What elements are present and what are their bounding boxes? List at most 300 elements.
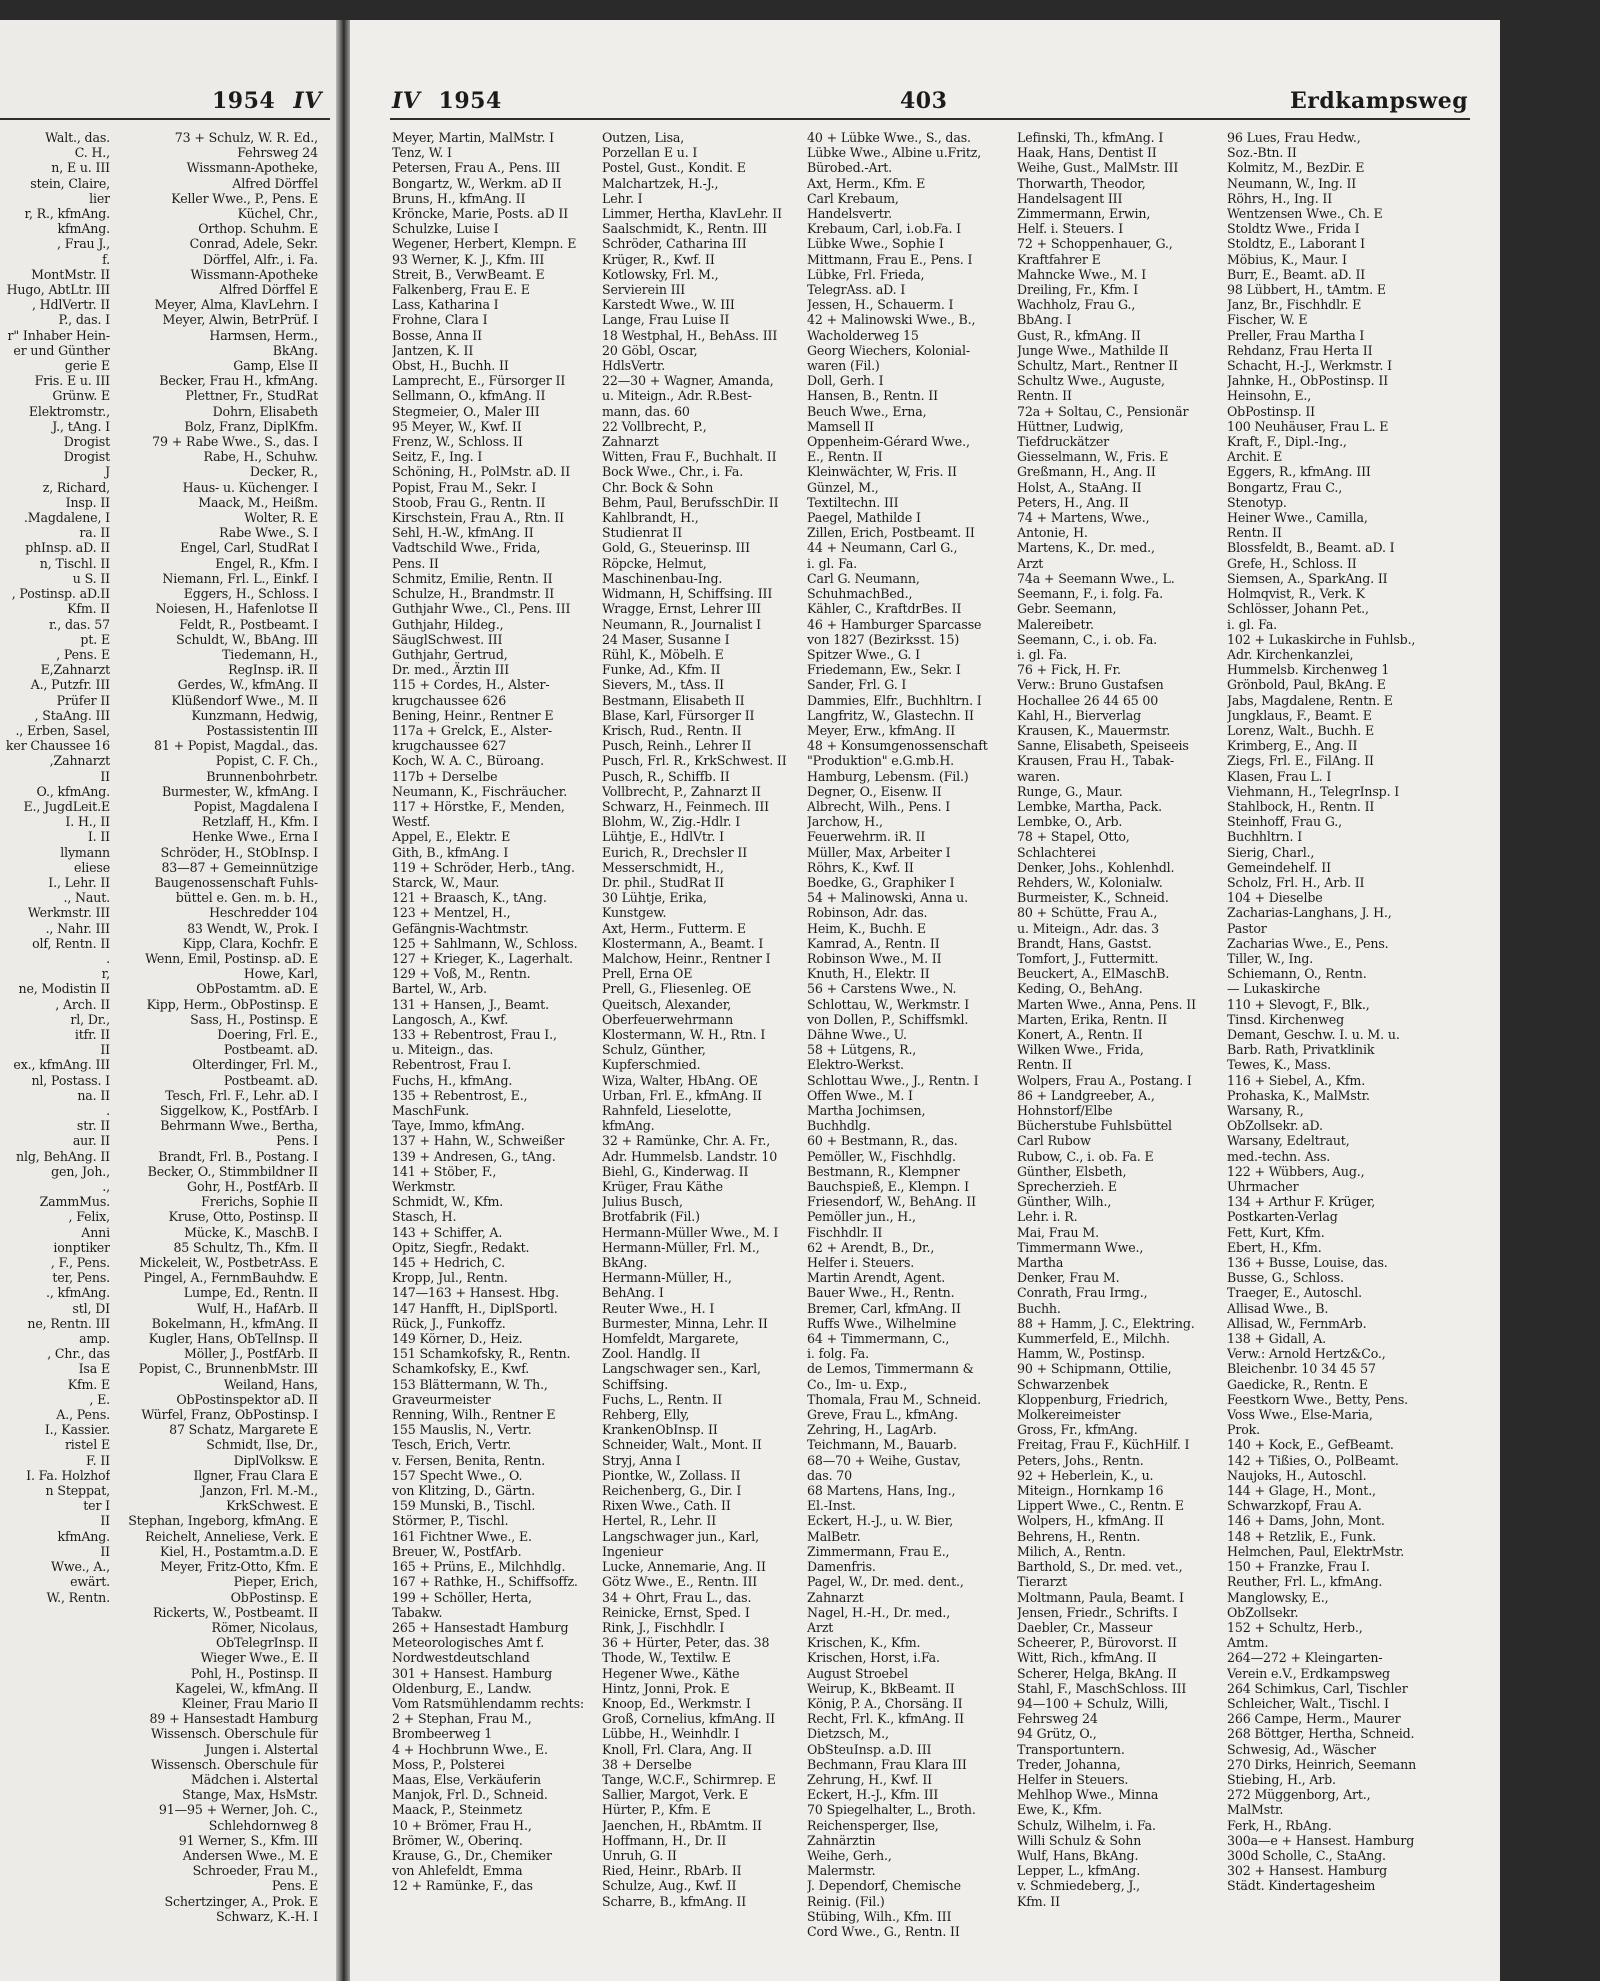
directory-entry: Schwesig, Ad., Wäscher xyxy=(1227,1741,1376,1757)
directory-entry: RegInsp. iR. II xyxy=(228,662,318,678)
directory-entry: 264 Schimkus, Carl, Tischler xyxy=(1227,1680,1408,1696)
directory-entry: ter I xyxy=(83,1498,110,1514)
directory-entry: Barthold, S., Dr. med. vet., xyxy=(1017,1559,1183,1575)
directory-entry: Engel, Carl, StudRat I xyxy=(180,540,318,556)
directory-entry: Klasen, Frau L. I xyxy=(1227,768,1332,784)
directory-entry: J xyxy=(105,464,110,480)
directory-entry: u. Miteign., das. xyxy=(392,1042,494,1058)
directory-entry: Pens. I xyxy=(276,1133,318,1149)
directory-entry: BehAng. I xyxy=(602,1285,664,1301)
directory-entry: Lange, Frau Luise II xyxy=(602,312,730,328)
directory-entry: , Arch. II xyxy=(55,996,110,1012)
directory-entry: Reuther, Frl. L., kfmAng. xyxy=(1227,1574,1383,1590)
directory-entry: Allisad Wwe., B. xyxy=(1227,1300,1329,1316)
directory-entry: Anni xyxy=(81,1224,110,1240)
directory-entry: krugchaussee 627 xyxy=(392,738,507,754)
directory-entry: Römer, Nicolaus, xyxy=(211,1619,318,1635)
directory-entry: Kfm. II xyxy=(1017,1893,1060,1909)
directory-entry: Tewes, K., Mass. xyxy=(1227,1057,1331,1073)
directory-entry: 83—87 + Gemeinnützige xyxy=(161,859,318,875)
directory-entry: Ewe, K., Kfm. xyxy=(1017,1802,1102,1818)
directory-entry: u. Miteign., Adr. das. 3 xyxy=(1017,920,1160,936)
directory-entry: Bolz, Franz, DiplKfm. xyxy=(184,418,318,434)
directory-entry: Urban, Frl. E., kfmAng. II xyxy=(602,1087,762,1103)
directory-entry: Postel, Gust., Kondit. E xyxy=(602,160,746,176)
directory-entry: Eggers, R., kfmAng. III xyxy=(1227,464,1371,480)
directory-entry: , StaAng. III xyxy=(34,707,110,723)
directory-entry: 117a + Grelck, E., Alster- xyxy=(392,722,553,738)
right-page-header-left xyxy=(392,88,502,114)
directory-entry: 90 + Schipmann, Ottilie, xyxy=(1017,1361,1172,1377)
directory-entry: ,Zahnarzt xyxy=(49,753,110,769)
directory-entry: Blossfeldt, B., Beamt. aD. I xyxy=(1227,540,1395,556)
directory-entry: Guthjahr, Gertrud, xyxy=(392,646,508,662)
directory-entry: Seemann, F., i. folg. Fa. xyxy=(1017,586,1164,602)
directory-entry: Popist, Frau M., Sekr. I xyxy=(392,479,537,495)
directory-entry: Feldt, R., Postbeamt. I xyxy=(179,616,318,632)
directory-entry: Grünw. E xyxy=(52,388,110,404)
directory-entry: Pemöller, W., Fischhdlg. xyxy=(807,1148,956,1164)
directory-entry: Fischhdlr. II xyxy=(807,1224,883,1240)
directory-entry: BkAng. xyxy=(602,1255,648,1271)
directory-entry: Neumann, K., Fischräucher. xyxy=(392,783,568,799)
right-header-rule xyxy=(390,118,1470,120)
directory-entry: 72a + Soltau, C., Pensionär xyxy=(1017,403,1189,419)
directory-entry: , Postinsp. aD.II xyxy=(11,586,110,602)
directory-entry: Sellmann, O., kfmAng. II xyxy=(392,388,546,404)
directory-entry: Reichenberg, G., Dir. I xyxy=(602,1483,742,1499)
right-header-year: 1954 xyxy=(438,88,502,114)
directory-entry: 79 + Rabe Wwe., S., das. I xyxy=(152,434,318,450)
directory-entry: Hochallee 26 44 65 00 xyxy=(1017,692,1159,708)
directory-entry: 76 + Fick, H. Fr. xyxy=(1017,662,1121,678)
directory-entry: Ziegs, Frl. E., FilAng. II xyxy=(1227,753,1374,769)
directory-entry: Uhrmacher xyxy=(1227,1179,1299,1195)
directory-entry: Wilken Wwe., Frida, xyxy=(1017,1042,1144,1058)
directory-entry: Röpcke, Helmut, xyxy=(602,555,707,571)
directory-entry: 300d Scholle, C., StaAng. xyxy=(1227,1847,1386,1863)
directory-entry: Holst, A., StaAng. II xyxy=(1017,479,1142,495)
directory-entry: Schöning, H., PolMstr. aD. II xyxy=(392,464,571,480)
directory-entry: Feestkorn Wwe., Betty, Pens. xyxy=(1227,1391,1409,1407)
directory-entry: Walt., das. xyxy=(45,130,110,145)
directory-entry: Krausen, Frau H., Tabak- xyxy=(1017,753,1175,769)
directory-entry: Adr. Hummelsb. Landstr. 10 xyxy=(602,1148,778,1164)
directory-entry: Helfer i. Steuers. xyxy=(807,1255,915,1271)
directory-entry: 264—272 + Kleingarten- xyxy=(1227,1650,1383,1666)
directory-entry: Maschinenbau-Ing. xyxy=(602,570,723,586)
directory-entry: Dr. phil., StudRat II xyxy=(602,874,724,890)
right-column-5 xyxy=(1227,130,1432,1894)
directory-entry: i. gl. Fa. xyxy=(1017,646,1068,662)
directory-entry: Rink, J., Fischhdlr. I xyxy=(602,1619,725,1635)
right-column-4 xyxy=(1017,130,1217,1909)
directory-entry: Dähne Wwe., U. xyxy=(807,1026,907,1042)
directory-entry: Schröder, Catharina III xyxy=(602,236,747,252)
directory-entry: Rixen Wwe., Cath. II xyxy=(602,1498,731,1514)
directory-entry: Sehl, H.-W., kfmAng. II xyxy=(392,525,534,541)
directory-entry: Zacharias Wwe., E., Pens. xyxy=(1227,935,1389,951)
directory-entry: Jabs, Magdalene, Rentn. E xyxy=(1227,692,1393,708)
directory-entry: Bening, Heinr., Rentner E xyxy=(392,707,554,723)
directory-entry: Doll, Gerh. I xyxy=(807,373,884,389)
directory-entry: Schmitz, Emilie, Rentn. II xyxy=(392,570,553,586)
directory-entry: E., Rentn. II xyxy=(807,449,883,465)
directory-entry: 92 + Heberlein, K., u. xyxy=(1017,1467,1154,1483)
directory-entry: Weihe, Gust., MalMstr. III xyxy=(1017,160,1179,176)
directory-entry: Burmester, W., kfmAng. I xyxy=(161,783,318,799)
directory-entry: Jungklaus, F., Beamt. E xyxy=(1227,707,1372,723)
left-column-b xyxy=(118,130,318,1924)
directory-entry: Co., Im- u. Exp., xyxy=(807,1376,908,1392)
directory-entry: Meyer, Alwin, BetrPrüf. I xyxy=(162,312,318,328)
directory-entry: 110 + Slevogt, F., Blk., xyxy=(1227,996,1370,1012)
directory-entry: Gefängnis-Wachtmstr. xyxy=(392,920,529,936)
directory-entry: Reinig. (Fil.) xyxy=(807,1893,885,1909)
directory-entry: Rentn. II xyxy=(1017,388,1072,404)
directory-entry: Demant, Geschw. I. u. M. u. xyxy=(1227,1026,1400,1042)
directory-entry: Haak, Hans, Dentist II xyxy=(1017,145,1157,161)
directory-entry: Kloppenburg, Friedrich, xyxy=(1017,1391,1169,1407)
directory-entry: 115 + Cordes, H., Alster- xyxy=(392,677,550,693)
directory-entry: 116 + Siebel, A., Kfm. xyxy=(1227,1072,1366,1088)
directory-entry: f. xyxy=(102,251,110,267)
directory-entry: Buchh. xyxy=(1017,1300,1061,1316)
directory-entry: , Frau J., xyxy=(57,236,110,252)
directory-entry: — Lukaskirche xyxy=(1227,981,1321,997)
directory-entry: HdlsVertr. xyxy=(602,358,666,374)
directory-entry: von Dollen, P., Schiffsmkl. xyxy=(807,1011,969,1027)
directory-entry: u S. II xyxy=(72,570,110,586)
directory-entry: Seemann, C., i. ob. Fa. xyxy=(1017,631,1158,647)
directory-entry: Bruns, H., kfmAng. II xyxy=(392,190,526,206)
directory-entry: Scharre, B., kfmAng. II xyxy=(602,1893,747,1909)
directory-entry: er und Günther xyxy=(13,342,110,358)
directory-entry: Stahl, F., MaschSchloss. III xyxy=(1017,1680,1187,1696)
directory-entry: Langosch, A., Kwf. xyxy=(392,1011,509,1027)
directory-entry: Rühl, K., Möbelh. E xyxy=(602,646,724,662)
directory-entry: 104 + Dieselbe xyxy=(1227,890,1323,906)
directory-entry: Möller, J., PostfArb. II xyxy=(184,1346,318,1362)
directory-entry: Viehmann, H., TelegrInsp. I xyxy=(1227,783,1400,799)
directory-entry: Greve, Frau L., kfmAng. xyxy=(807,1407,958,1423)
directory-entry: Krause, G., Dr., Chemiker xyxy=(392,1847,552,1863)
directory-entry: KrkSchwest. E xyxy=(226,1498,318,1514)
directory-entry: von 1827 (Bezirksst. 15) xyxy=(807,631,960,647)
directory-entry: 152 + Schultz, Herb., xyxy=(1227,1619,1363,1635)
directory-entry: Stenotyp. xyxy=(1227,494,1287,510)
directory-entry: Mahncke Wwe., M. I xyxy=(1017,266,1147,282)
directory-entry: Wegener, Herbert, Klempn. E xyxy=(392,236,577,252)
directory-entry: Engel, R., Kfm. I xyxy=(215,555,318,571)
directory-entry: 38 + Derselbe xyxy=(602,1756,692,1772)
directory-entry: Henke Wwe., Erna I xyxy=(192,829,318,845)
directory-entry: Petersen, Frau A., Pens. III xyxy=(392,160,561,176)
directory-entry: Stegmeier, O., Maler III xyxy=(392,403,540,419)
directory-entry: O., kfmAng. xyxy=(36,783,110,799)
directory-entry: Schacht, H.-J., Werkmstr. I xyxy=(1227,358,1392,374)
directory-entry: Textiltechn. III xyxy=(807,494,899,510)
directory-entry: Gemeindehelf. II xyxy=(1227,859,1331,875)
directory-entry: Werkmstr. xyxy=(392,1179,456,1195)
directory-entry: Verw.: Arnold Hertz&Co., xyxy=(1227,1346,1386,1362)
directory-entry: Witt, Rich., kfmAng. II xyxy=(1017,1650,1157,1666)
directory-entry: 62 + Arendt, B., Dr., xyxy=(807,1239,935,1255)
directory-entry: Sander, Frl. G. I xyxy=(807,677,907,693)
directory-entry: v. Schmiedeberg, J., xyxy=(1017,1878,1141,1894)
directory-entry: Knuth, H., Elektr. II xyxy=(807,966,930,982)
directory-entry: Rabe Wwe., S. I xyxy=(219,525,318,541)
directory-entry: amp. xyxy=(79,1331,110,1347)
directory-entry: Voss Wwe., Else-Maria, xyxy=(1227,1407,1373,1423)
directory-entry: 96 Lues, Frau Hedw., xyxy=(1227,130,1361,145)
directory-entry: Damenfris. xyxy=(807,1559,876,1575)
directory-entry: r, R., kfmAng. xyxy=(24,206,110,222)
directory-entry: Popist, Magdalena I xyxy=(193,798,318,814)
directory-entry: Messerschmidt, H., xyxy=(602,859,724,875)
directory-entry: Wenn, Emil, Postinsp. aD. E xyxy=(145,950,318,966)
directory-entry: Ferk, H., RbAng. xyxy=(1227,1817,1332,1833)
directory-entry: Mittmann, Frau E., Pens. I xyxy=(807,251,973,267)
directory-entry: Dreiling, Fr., Kfm. I xyxy=(1017,282,1139,298)
directory-entry: Stange, Max, HsMstr. xyxy=(182,1787,318,1803)
directory-entry: 72 + Schoppenhauer, G., xyxy=(1017,236,1173,252)
directory-entry: 148 + Retzlik, E., Funk. xyxy=(1227,1528,1377,1544)
directory-entry: Zehring, H., LagArb. xyxy=(807,1422,937,1438)
directory-entry: Störmer, P., Tischl. xyxy=(392,1513,509,1529)
right-page xyxy=(350,20,1500,1981)
directory-entry: Kleinwächter, W, Fris. II xyxy=(807,464,957,480)
directory-entry: 95 Meyer, W., Kwf. II xyxy=(392,418,522,434)
directory-entry: Sass, H., Postinsp. E xyxy=(190,1011,318,1027)
directory-entry: Siemsen, A., SparkAng. II xyxy=(1227,570,1388,586)
directory-entry: n, E u. III xyxy=(51,160,110,176)
directory-entry: Moltmann, Paula, Beamt. I xyxy=(1017,1589,1184,1605)
directory-entry: Milich, A., Rentn. xyxy=(1017,1543,1126,1559)
directory-entry: Arzt xyxy=(1017,555,1044,571)
directory-entry: Schulz, Wilhelm, i. Fa. xyxy=(1017,1817,1156,1833)
directory-entry: ristel E xyxy=(64,1437,110,1453)
directory-entry: Gith, B., kfmAng. I xyxy=(392,844,509,860)
directory-entry: 134 + Arthur F. Krüger, xyxy=(1227,1194,1376,1210)
directory-entry: Drogist xyxy=(63,434,110,450)
directory-entry: 165 + Prüns, E., Milchhdlg. xyxy=(392,1559,566,1575)
directory-entry: ., kfmAng. xyxy=(45,1285,110,1301)
directory-entry: 141 + Stöber, F., xyxy=(392,1163,497,1179)
directory-entry: Kipp, Clara, Kochfr. E xyxy=(182,935,318,951)
directory-entry: 140 + Kock, E., GefBeamt. xyxy=(1227,1437,1394,1453)
directory-entry: 146 + Dams, John, Mont. xyxy=(1227,1513,1385,1529)
directory-entry: Jarchow, H., xyxy=(807,814,883,830)
directory-entry: Klostermann, A., Beamt. I xyxy=(602,935,764,951)
directory-entry: Lepper, L., kfmAng. xyxy=(1017,1863,1141,1879)
directory-entry: Lübke, Frl. Frieda, xyxy=(807,266,925,282)
directory-entry: 4 + Hochbrunn Wwe., E. xyxy=(392,1741,548,1757)
directory-entry: Naujoks, H., Autoschl. xyxy=(1227,1467,1367,1483)
directory-entry: Heinsohn, E., xyxy=(1227,388,1312,404)
directory-entry: 135 + Rebentrost, E., xyxy=(392,1087,528,1103)
directory-entry: Malchow, Heinr., Rentner I xyxy=(602,950,771,966)
directory-entry: gen, Joh., xyxy=(51,1163,110,1179)
directory-entry: Müller, Max, Arbeiter I xyxy=(807,844,951,860)
directory-entry: Bartel, W., Arb. xyxy=(392,981,487,997)
directory-entry: Städt. Kindertagesheim xyxy=(1227,1878,1376,1894)
directory-entry: ., Naut. xyxy=(63,890,110,906)
right-column-1 xyxy=(392,130,592,1894)
directory-entry: 46 + Hamburger Sparcasse xyxy=(807,616,982,632)
directory-entry: Schulze, H., Brandmstr. II xyxy=(392,586,555,602)
directory-entry: 2 + Stephan, Frau M., xyxy=(392,1711,532,1727)
directory-entry: 30 Lühtje, Erika, xyxy=(602,890,707,906)
directory-entry: ne, Modistin II xyxy=(18,981,110,997)
directory-entry: Carl G. Neumann, xyxy=(807,570,920,586)
left-header-volume: IV xyxy=(293,88,322,114)
directory-entry: P., das. I xyxy=(58,312,110,328)
directory-entry: Kiel, H., Postamtm.a.D. E xyxy=(159,1543,318,1559)
directory-entry: Martha xyxy=(1017,1255,1064,1271)
directory-entry: 117b + Derselbe xyxy=(392,768,498,784)
directory-entry: Daebler, Cr., Masseur xyxy=(1017,1619,1153,1635)
directory-entry: Langschwager sen., Karl, xyxy=(602,1361,761,1377)
directory-entry: Warsany, Edeltraut, xyxy=(1227,1133,1350,1149)
directory-entry: Thode, W., Textilw. E xyxy=(602,1650,731,1666)
directory-entry: Baugenossenschaft Fuhls- xyxy=(154,874,318,890)
directory-entry: von Klitzing, D., Gärtn. xyxy=(392,1483,535,1499)
directory-entry: Doering, Frl. E., xyxy=(217,1026,318,1042)
directory-entry: v. Fersen, Benita, Rentn. xyxy=(392,1452,546,1468)
directory-entry: Funke, Ad., Kfm. II xyxy=(602,662,721,678)
directory-entry: Hermann-Müller, H., xyxy=(602,1270,732,1286)
directory-entry: Mickeleit, W., PostbetrAss. E xyxy=(139,1255,318,1271)
directory-entry: 98 Lübbert, H., tAmtm. E xyxy=(1227,282,1386,298)
directory-entry: Burmeister, K., Schneid. xyxy=(1017,890,1169,906)
directory-entry: Karstedt Wwe., W. III xyxy=(602,297,735,313)
directory-entry: 119 + Schröder, Herb., tAng. xyxy=(392,859,575,875)
directory-entry: Schröder, H., StObInsp. I xyxy=(160,844,318,860)
directory-entry: , Chr., das xyxy=(47,1346,110,1362)
directory-entry: Oberfeuerwehrmann xyxy=(602,1011,734,1027)
directory-entry: Wachholz, Frau G., xyxy=(1017,297,1136,313)
directory-entry: Bücherstube Fuhlsbüttel xyxy=(1017,1118,1172,1134)
directory-entry: Graveurmeister xyxy=(392,1391,491,1407)
directory-entry: 153 Blättermann, W. Th., xyxy=(392,1376,548,1392)
directory-entry: Hüttner, Ludwig, xyxy=(1017,418,1124,434)
directory-entry: i. gl. Fa. xyxy=(807,555,858,571)
directory-entry: Popist, C. F. Ch., xyxy=(215,753,318,769)
directory-entry: Mehlhop Wwe., Minna xyxy=(1017,1787,1159,1803)
directory-entry: Kröncke, Marie, Posts. aD II xyxy=(392,206,569,222)
directory-entry: Heschredder 104 xyxy=(209,905,318,921)
directory-entry: Olterdinger, Frl. M., xyxy=(192,1057,318,1073)
directory-entry: 78 + Stapel, Otto, xyxy=(1017,829,1130,845)
directory-entry: Neumann, R., Journalist I xyxy=(602,616,761,632)
directory-entry: Beuckert, A., ElMaschB. xyxy=(1017,966,1170,982)
directory-entry: 147—163 + Hansest. Hbg. xyxy=(392,1285,559,1301)
directory-entry: Kraft, F., Dipl.-Ing., xyxy=(1227,434,1347,450)
directory-entry: Soz.-Btn. II xyxy=(1227,145,1297,161)
scan-border-right xyxy=(1500,0,1600,1981)
directory-entry: Bock Wwe., Chr., i. Fa. xyxy=(602,464,744,480)
directory-entry: ., xyxy=(102,1179,110,1195)
scan-border-top xyxy=(0,0,1600,20)
directory-entry: Lübbe, H., Weinhdlr. I xyxy=(602,1726,740,1742)
directory-entry: olf, Rentn. II xyxy=(32,935,110,951)
directory-entry: Grefe, H., Schloss. II xyxy=(1227,555,1357,571)
directory-entry: Wieger Wwe., E. II xyxy=(200,1650,318,1666)
directory-entry: Fischer, W. E xyxy=(1227,312,1308,328)
directory-entry: Schmidt, Ilse, Dr., xyxy=(206,1437,318,1453)
directory-entry: Stephan, Ingeborg, kfmAng. E xyxy=(128,1513,318,1529)
directory-entry: 40 + Lübke Wwe., S., das. xyxy=(807,130,971,145)
directory-entry: Fehrsweg 24 xyxy=(237,145,318,161)
directory-entry: A., Putzfr. III xyxy=(30,677,110,693)
directory-entry: Zool. Handlg. II xyxy=(602,1346,701,1362)
directory-entry: E,Zahnarzt xyxy=(40,662,110,678)
directory-entry: Tange, W.C.F., Schirmrep. E xyxy=(602,1771,776,1787)
directory-entry: Schwarzenbek xyxy=(1017,1376,1109,1392)
directory-entry: Gamp, Else II xyxy=(233,358,318,374)
directory-entry: Hohnstorf/Elbe xyxy=(1017,1103,1113,1118)
directory-entry: Schultz Wwe., Auguste, xyxy=(1017,373,1165,389)
directory-entry: Oppenheim-Gérard Wwe., xyxy=(807,434,970,450)
directory-entry: str. II xyxy=(76,1118,110,1134)
directory-entry: ., Nahr. III xyxy=(45,920,110,936)
directory-entry: Wwe., A., xyxy=(51,1559,110,1575)
directory-entry: Peters, Johs., Rentn. xyxy=(1017,1452,1144,1468)
directory-entry: Marten, Erika, Rentn. II xyxy=(1017,1011,1168,1027)
directory-entry: Reuter Wwe., H. I xyxy=(602,1300,715,1316)
directory-entry: Elektromstr., xyxy=(28,403,110,419)
directory-entry: Widmann, H, Schiffsing. III xyxy=(602,586,773,602)
directory-entry: 60 + Bestmann, R., das. xyxy=(807,1133,958,1149)
directory-entry: Zahnarzt xyxy=(602,434,659,450)
directory-entry: 117 + Hörstke, F., Menden, xyxy=(392,798,565,814)
directory-entry: 121 + Braasch, K., tAng. xyxy=(392,890,547,906)
directory-entry: Tomfort, J., Futtermitt. xyxy=(1017,950,1159,966)
directory-entry: z, Richard, xyxy=(42,479,110,495)
directory-entry: Schleicher, Walt., Tischl. I xyxy=(1227,1695,1389,1711)
directory-entry: Retzlaff, H., Kfm. I xyxy=(201,814,318,830)
directory-entry: Prell, Erna OE xyxy=(602,966,693,982)
directory-entry: Lühtje, E., HdlVtr. I xyxy=(602,829,724,845)
directory-entry: Wolpers, Frau A., Postang. I xyxy=(1017,1072,1192,1088)
directory-entry: Stübing, Wilh., Kfm. III xyxy=(807,1908,952,1924)
directory-entry: El.-Inst. xyxy=(807,1498,856,1514)
directory-entry: Bauer Wwe., H., Rentn. xyxy=(807,1285,955,1301)
directory-entry: Wissensch. Oberschule für xyxy=(151,1756,318,1772)
directory-entry: Scholz, Frl. H., Arb. II xyxy=(1227,874,1365,890)
directory-entry: Röhrs, K., Kwf. II xyxy=(807,859,914,875)
directory-entry: C. H., xyxy=(74,145,110,161)
directory-entry: 64 + Timmermann, C., xyxy=(807,1331,950,1347)
directory-entry: Langschwager jun., Karl, xyxy=(602,1528,760,1544)
directory-entry: Eckert, H.-J., u. W. Bier, xyxy=(807,1513,954,1529)
directory-entry: Jaenchen, H., RbAmtm. II xyxy=(602,1817,762,1833)
directory-entry: MontMstr. II xyxy=(31,266,110,282)
directory-entry: Traeger, E., Autoschl. xyxy=(1227,1285,1362,1301)
directory-entry: n, Tischl. II xyxy=(39,555,110,571)
directory-entry: Harmsen, Herm., xyxy=(209,327,318,343)
directory-entry: Bokelmann, H., kfmAng. II xyxy=(151,1315,318,1331)
directory-entry: Haus- u. Küchenger. I xyxy=(182,479,318,495)
directory-entry: ObPostinsp. E xyxy=(230,1589,318,1605)
directory-entry: Schlottau, W., Werkmstr. I xyxy=(807,996,970,1012)
directory-entry: Amtm. xyxy=(1227,1635,1269,1651)
directory-entry: Andersen Wwe., M. E xyxy=(182,1847,318,1863)
directory-entry: Helfer in Steuers. xyxy=(1017,1771,1129,1787)
directory-entry: Lehr. i. R. xyxy=(1017,1209,1078,1225)
directory-entry: KrankenObInsp. II xyxy=(602,1422,718,1438)
